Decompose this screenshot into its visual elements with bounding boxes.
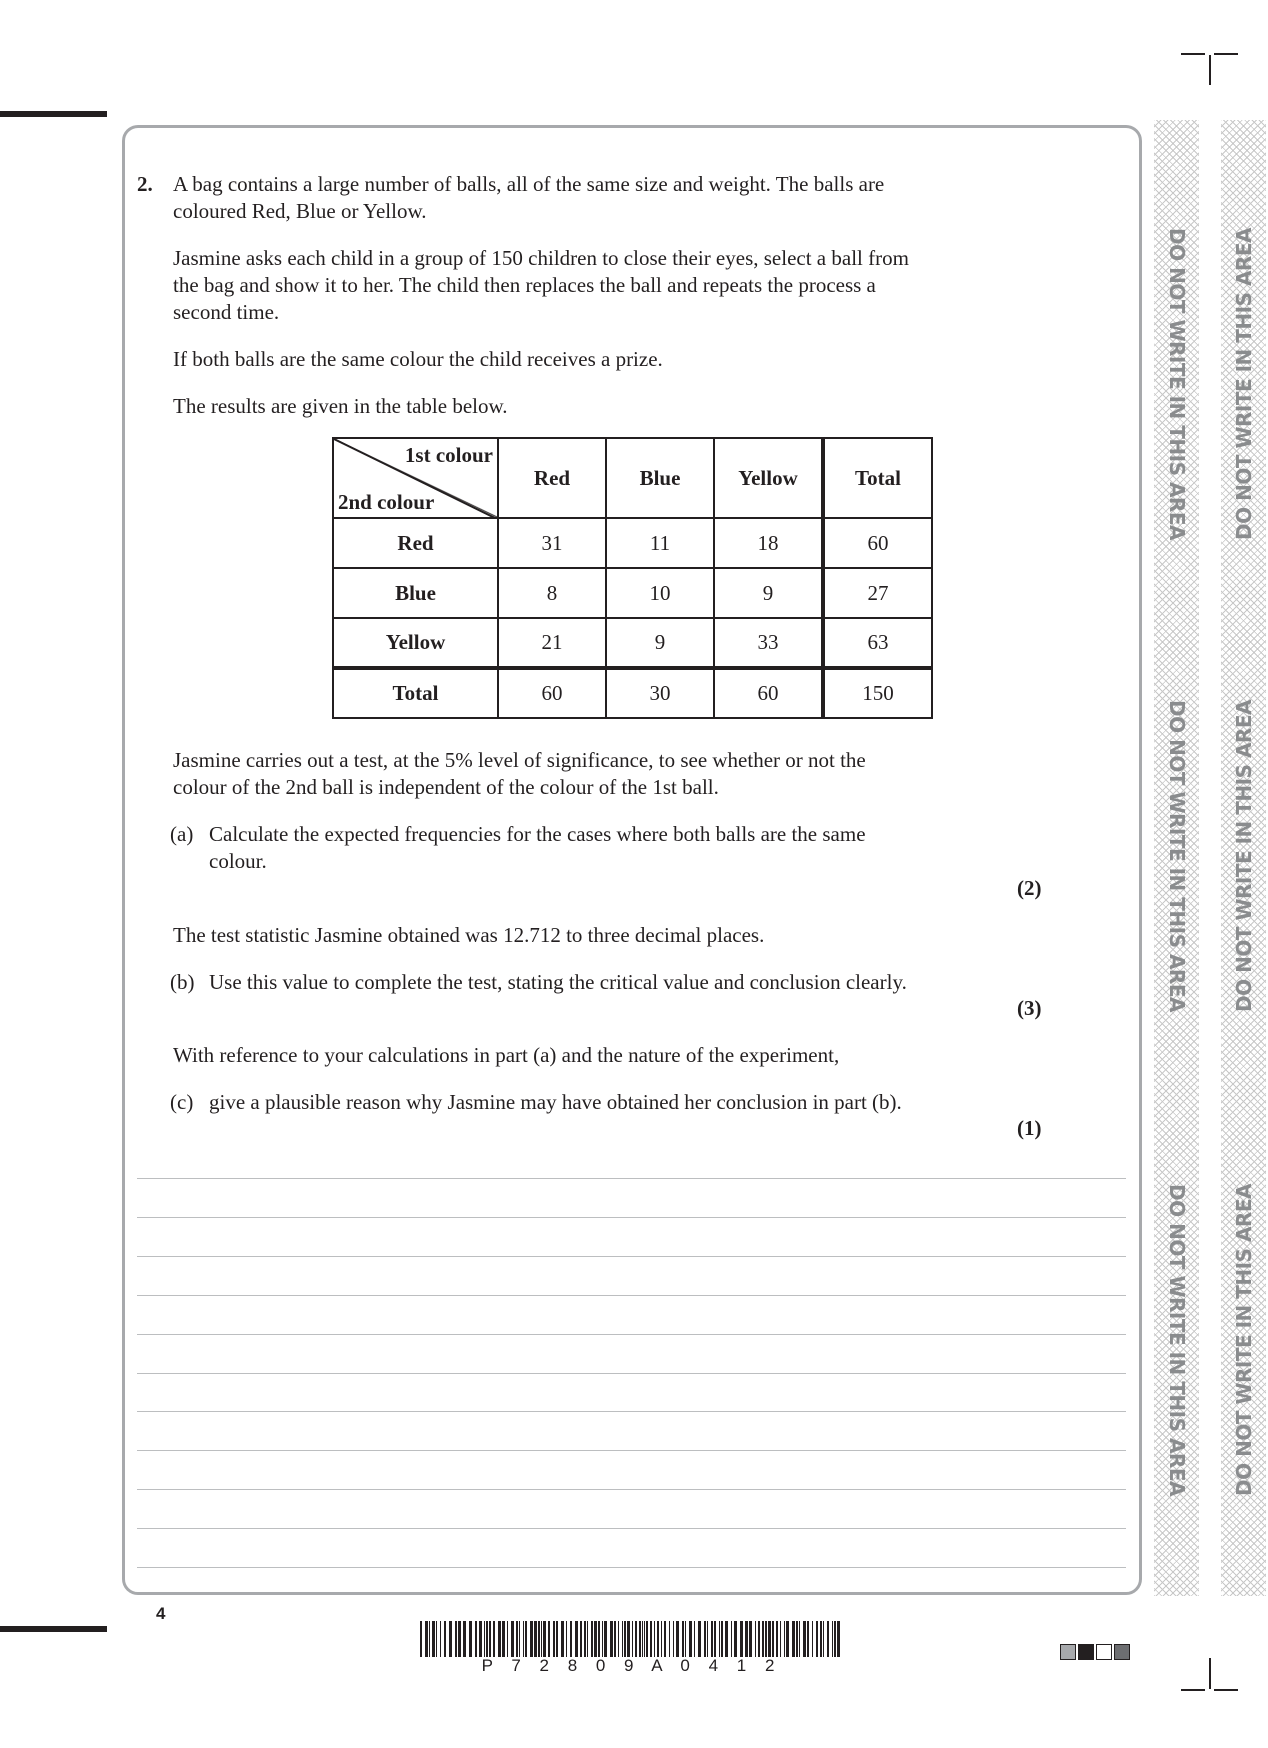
barcode-bar: [624, 1621, 626, 1657]
para-line: Jasmine asks each child in a group of 150 children to close their eyes, select a ball from: [173, 246, 909, 270]
barcode-bar: [711, 1621, 713, 1657]
part-c-marks: (1): [1017, 1116, 1042, 1140]
barcode-bar: [661, 1621, 662, 1657]
barcode-bar: [714, 1621, 716, 1657]
barcode-bar: [614, 1621, 616, 1657]
answer-line[interactable]: [137, 1489, 1126, 1490]
margin-strip-inner: [1154, 120, 1199, 1596]
barcode-bar: [449, 1621, 452, 1657]
barcode-bar: [610, 1621, 613, 1657]
indicator-square: [1078, 1644, 1094, 1660]
answer-line[interactable]: [137, 1295, 1126, 1296]
row-header: Yellow: [333, 618, 498, 668]
barcode-bar: [792, 1621, 795, 1657]
barcode-bar: [618, 1621, 619, 1657]
table-cell: 33: [714, 618, 823, 668]
barcode-bar: [570, 1621, 572, 1657]
crop-mark: [1209, 1658, 1211, 1689]
barcode-bar: [541, 1621, 542, 1657]
barcode-bar: [734, 1621, 737, 1657]
barcode-bar: [765, 1621, 767, 1657]
barcode-bar: [602, 1621, 603, 1657]
barcode-number: P 7 2 8 0 9 A 0 4 1 2: [481, 1656, 781, 1675]
barcode-bar: [523, 1621, 524, 1657]
barcode-bar: [807, 1621, 809, 1657]
crop-mark: [1181, 53, 1205, 55]
intro-line: A bag contains a large number of balls, all of the same size and weight. The balls are: [173, 172, 885, 196]
barcode-bar: [698, 1621, 701, 1657]
indicator-square: [1096, 1644, 1112, 1660]
barcode-bar: [486, 1621, 488, 1657]
barcode-bar: [694, 1621, 695, 1657]
margin-warning: DO NOT WRITE IN THIS AREA: [1164, 228, 1189, 540]
page-indicator: [1060, 1644, 1130, 1660]
barcode-bar: [682, 1621, 684, 1657]
barcode-bar: [632, 1621, 633, 1657]
question-number: 2.: [137, 172, 153, 196]
barcode-bar: [719, 1621, 720, 1657]
barcode-bar: [755, 1621, 756, 1657]
crop-mark: [1214, 1689, 1238, 1691]
para-line: second time.: [173, 300, 280, 324]
table-cell: 60: [823, 518, 932, 568]
barcode-bar: [493, 1621, 495, 1657]
barcode-bar: [820, 1621, 822, 1657]
barcode-bar: [639, 1621, 641, 1657]
barcode-bar: [458, 1621, 461, 1657]
barcode-bar: [519, 1621, 520, 1657]
reference-text: With reference to your calculations in part (a) and the nature of the experiment,: [173, 1043, 840, 1067]
barcode-bar: [776, 1621, 778, 1657]
barcode-bar: [420, 1621, 422, 1657]
answer-line[interactable]: [137, 1373, 1126, 1374]
barcode-bar: [816, 1621, 818, 1657]
barcode-bar: [646, 1621, 648, 1657]
table-cell: 21: [498, 618, 606, 668]
part-a-text: Calculate the expected frequencies for the cases where both balls are the same: [209, 822, 866, 846]
crop-mark: [1209, 55, 1211, 85]
barcode-bar: [740, 1621, 743, 1657]
barcode-bar: [725, 1621, 728, 1657]
barcode-bar: [622, 1621, 623, 1657]
barcode-bar: [469, 1621, 472, 1657]
barcode-bar: [530, 1621, 533, 1657]
barcode-bar: [834, 1621, 836, 1657]
answer-line[interactable]: [137, 1528, 1126, 1529]
table-cell: 11: [606, 518, 714, 568]
answer-line[interactable]: [137, 1450, 1126, 1451]
results-table: [332, 437, 933, 719]
barcode-bar: [786, 1621, 789, 1657]
crop-mark: [1181, 1689, 1205, 1691]
barcode-bar: [704, 1621, 706, 1657]
intro-line: coloured Red, Blue or Yellow.: [173, 199, 427, 223]
table-intro: The results are given in the table below.: [173, 394, 508, 418]
barcode-bar: [635, 1621, 637, 1657]
answer-line[interactable]: [137, 1411, 1126, 1412]
barcode-bar: [525, 1621, 527, 1657]
barcode-bar: [772, 1621, 774, 1657]
barcode-bar: [475, 1621, 477, 1657]
column-header: Blue: [606, 438, 714, 518]
barcode-bar: [650, 1621, 652, 1657]
barcode-bar: [502, 1621, 505, 1657]
crop-mark: [1214, 53, 1238, 55]
barcode-bar: [768, 1621, 771, 1657]
barcode-bar: [484, 1621, 485, 1657]
barcode-bar: [440, 1621, 441, 1657]
answer-line[interactable]: [137, 1334, 1126, 1335]
barcode-bar: [511, 1621, 514, 1657]
barcode-bar: [455, 1621, 457, 1657]
barcode-bar: [548, 1621, 550, 1657]
barcode-bar: [721, 1621, 723, 1657]
barcode-bar: [799, 1621, 800, 1657]
barcode-bar: [707, 1621, 708, 1657]
table-cell: 9: [714, 568, 823, 618]
margin-warning: DO NOT WRITE IN THIS AREA: [1164, 1184, 1189, 1496]
part-c-label: (c): [170, 1090, 194, 1114]
part-b-marks: (3): [1017, 996, 1042, 1020]
test-statistic-text: The test statistic Jasmine obtained was 12.712 to three decimal places.: [173, 923, 765, 947]
prize-rule: If both balls are the same colour the child receives a prize.: [173, 347, 663, 371]
column-header: Red: [498, 438, 606, 518]
part-a-text: colour.: [209, 849, 267, 873]
barcode-bar: [673, 1621, 674, 1657]
answer-line[interactable]: [137, 1217, 1126, 1218]
barcode-bar: [745, 1621, 748, 1657]
barcode-bar: [556, 1621, 558, 1657]
part-a-marks: (2): [1017, 876, 1042, 900]
barcode-bar: [762, 1621, 764, 1657]
barcode-bar: [644, 1621, 645, 1657]
row-header: Total: [333, 668, 498, 718]
barcode-bar: [425, 1621, 428, 1657]
barcode-bar: [669, 1621, 670, 1657]
barcode-bar: [463, 1621, 466, 1657]
table-row: [333, 618, 932, 668]
margin-warning: DO NOT WRITE IN THIS AREA: [1231, 700, 1256, 1012]
table-row: [333, 518, 932, 568]
corner-bottom-label: 2nd colour: [338, 490, 435, 514]
column-header: Total: [823, 438, 932, 518]
answer-line[interactable]: [137, 1256, 1126, 1257]
barcode-bar: [664, 1621, 666, 1657]
row-header: Blue: [333, 568, 498, 618]
column-header: Yellow: [714, 438, 823, 518]
barcode-bar: [432, 1621, 435, 1657]
barcode-bar: [561, 1621, 564, 1657]
page-number: 4: [156, 1604, 166, 1623]
answer-line[interactable]: [137, 1567, 1126, 1568]
margin-bar-top: [0, 111, 107, 117]
barcode-bar: [538, 1621, 540, 1657]
barcode-bar: [803, 1621, 806, 1657]
table-cell: 60: [498, 668, 606, 718]
answer-line[interactable]: [137, 1178, 1126, 1179]
barcode-bar: [823, 1621, 824, 1657]
barcode-bar: [575, 1621, 578, 1657]
barcode-bar: [627, 1621, 630, 1657]
barcode-bar: [749, 1621, 752, 1657]
part-a-label: (a): [170, 822, 194, 846]
barcode-bar: [516, 1621, 518, 1657]
para-line: colour of the 2nd ball is independent of the colour of the 1st ball.: [173, 775, 719, 799]
margin-warning: DO NOT WRITE IN THIS AREA: [1231, 1184, 1256, 1496]
barcode-bar: [827, 1621, 829, 1657]
barcode-bar: [642, 1621, 643, 1657]
barcode-bar: [812, 1621, 813, 1657]
para-line: the bag and show it to her. The child then replaces the ball and repeats the process a: [173, 273, 876, 297]
barcode-bar: [604, 1621, 607, 1657]
barcode-bar: [543, 1621, 546, 1657]
barcode-bar: [534, 1621, 537, 1657]
table-cell: 63: [823, 618, 932, 668]
margin-bar-bottom: [0, 1626, 107, 1632]
barcode-bar: [731, 1621, 732, 1657]
barcode-bar: [784, 1621, 785, 1657]
barcode-bar: [436, 1621, 437, 1657]
barcode-bar: [654, 1621, 655, 1657]
table-row-total: [333, 668, 932, 718]
margin-warning: DO NOT WRITE IN THIS AREA: [1231, 228, 1256, 540]
barcode-bar: [587, 1621, 588, 1657]
indicator-square: [1060, 1644, 1076, 1660]
table-cell: 8: [498, 568, 606, 618]
barcode-bar: [796, 1621, 798, 1657]
barcode-bar: [580, 1621, 582, 1657]
barcode-bar: [507, 1621, 508, 1657]
barcode-bar: [553, 1621, 555, 1657]
row-header: Red: [333, 518, 498, 568]
table-cell: 27: [823, 568, 932, 618]
barcode-bar: [689, 1621, 692, 1657]
barcode-bar: [444, 1621, 446, 1657]
corner-top-label: 1st colour: [404, 443, 493, 467]
table-row: [333, 568, 932, 618]
table-cell: 150: [823, 668, 932, 718]
barcode-bar: [479, 1621, 482, 1657]
barcode-bar: [498, 1621, 501, 1657]
para-line: Jasmine carries out a test, at the 5% level of significance, to see whether or not the: [173, 748, 866, 772]
part-b-text: Use this value to complete the test, stating the critical value and conclusion clearly.: [209, 970, 907, 994]
table-cell: 31: [498, 518, 606, 568]
indicator-square: [1114, 1644, 1130, 1660]
barcode-bar: [837, 1621, 840, 1657]
barcode-bar: [780, 1621, 781, 1657]
barcode-bar: [429, 1621, 430, 1657]
barcode-bar: [489, 1621, 491, 1657]
barcode-bar: [594, 1621, 597, 1657]
barcode-bar: [598, 1621, 600, 1657]
margin-warning: DO NOT WRITE IN THIS AREA: [1164, 700, 1189, 1012]
barcode-bar: [685, 1621, 686, 1657]
table-cell: 60: [714, 668, 823, 718]
barcode-bar: [676, 1621, 679, 1657]
barcode-bar: [591, 1621, 593, 1657]
margin-strip-outer: [1221, 120, 1266, 1596]
part-c-text: give a plausible reason why Jasmine may have obtained her conclusion in part (b).: [209, 1090, 902, 1114]
table-cell: 18: [714, 518, 823, 568]
barcode-bar: [758, 1621, 760, 1657]
part-b-label: (b): [170, 970, 195, 994]
barcode-bar: [566, 1621, 567, 1657]
barcode: [420, 1621, 842, 1659]
corner-header: [333, 438, 498, 518]
table-cell: 30: [606, 668, 714, 718]
barcode-bar: [832, 1621, 833, 1657]
barcode-bar: [584, 1621, 586, 1657]
barcode-bar: [657, 1621, 659, 1657]
table-cell: 9: [606, 618, 714, 668]
table-cell: 10: [606, 568, 714, 618]
